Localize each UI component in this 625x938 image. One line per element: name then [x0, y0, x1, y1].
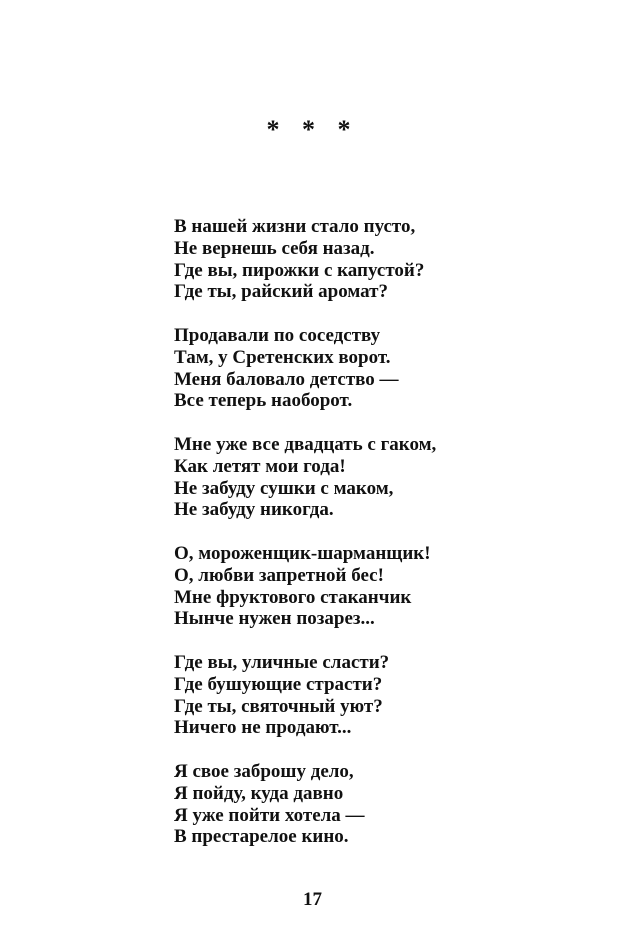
poem: [174, 216, 594, 870]
poem-line: Я свое заброшу дело,: [174, 760, 354, 782]
poem-line: Продавали по соседству: [174, 324, 381, 346]
poem-line: Все теперь наоборот.: [174, 390, 353, 412]
poem-line: Я уже пойти хотела —: [174, 804, 365, 826]
poem-line: Не вернешь себя назад.: [174, 237, 375, 259]
poem-line: Мне фруктового стаканчик: [174, 586, 412, 608]
stanza: [174, 216, 594, 303]
poem-line: Там, у Сретенских ворот.: [174, 346, 391, 368]
poem-line: Ничего не продают...: [174, 717, 352, 739]
poem-line: В престарелое кино.: [174, 826, 349, 848]
poem-line: Я пойду, куда давно: [174, 782, 344, 804]
poem-line: Где ты, святочный уют?: [174, 695, 383, 717]
stanza: [174, 652, 594, 739]
poem-line: О, мороженщик-шарманщик!: [174, 542, 431, 564]
stanza: [174, 761, 594, 848]
poem-line: Меня баловало детство —: [174, 368, 399, 390]
poem-line: О, любви запретной бес!: [174, 564, 384, 586]
poem-line: Где бушующие страсти?: [174, 673, 383, 695]
poem-line: Не забуду никогда.: [174, 499, 334, 521]
poem-line: В нашей жизни стало пусто,: [174, 216, 416, 237]
poem-line: Мне уже все двадцать с гаком,: [174, 433, 437, 455]
section-ornament: * * *: [266, 115, 359, 144]
poem-line: Как летят мои года!: [174, 455, 346, 477]
poem-line: Не забуду сушки с маком,: [174, 477, 394, 499]
stanza: [174, 434, 594, 521]
page-number: 17: [303, 889, 322, 910]
poem-line: Нынче нужен позарез...: [174, 608, 375, 630]
poem-line: Где вы, пирожки с капустой?: [174, 259, 425, 281]
stanza: [174, 325, 594, 412]
poem-line: Где вы, уличные сласти?: [174, 651, 390, 673]
poem-line: Где ты, райский аромат?: [174, 281, 389, 303]
stanza: [174, 543, 594, 630]
